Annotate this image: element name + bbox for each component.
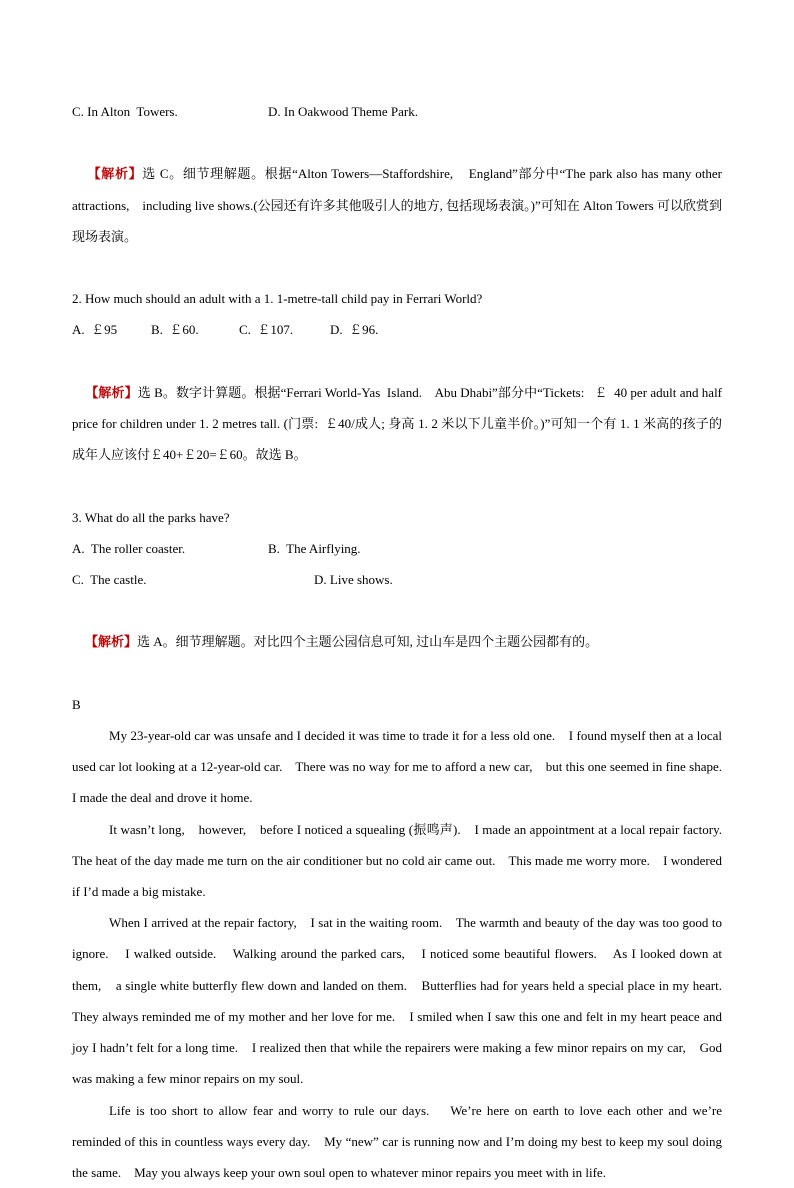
section-label: B bbox=[72, 689, 722, 720]
passage-paragraph: It wasn’t long, however, before I noticed a squealing (振鸣声). I made an appointment at a local repair factory. The heat of the day made me turn on the air conditioner but no cold air came out. This made me worry more. I wondered if I’d made a big mistake. bbox=[72, 814, 722, 908]
q3-analysis bbox=[72, 595, 722, 689]
analysis-tag: 【解析】 bbox=[88, 166, 143, 181]
q3-option-d: D. Live shows. bbox=[314, 564, 393, 595]
q2-analysis bbox=[72, 346, 722, 502]
q3-option-c: C. The castle. bbox=[72, 564, 314, 595]
q1-options bbox=[72, 96, 722, 127]
q3-option-a: A. The roller coaster. bbox=[72, 533, 268, 564]
q2-options bbox=[72, 314, 722, 345]
analysis-tag: 【解析】 bbox=[85, 385, 137, 400]
q3-option-b: B. The Airflying. bbox=[268, 533, 361, 564]
q1-option-c: C. In Alton Towers. bbox=[72, 96, 268, 127]
passage-paragraph: Life is too short to allow fear and worry to rule our days. We’re here on earth to love each other and we’re reminded of this in countless ways every day. My “new” car is running now and I’m doing my best to keep my soul doing the same. May you always keep your own soul open to whatever minor repairs you meet with in life. bbox=[72, 1095, 722, 1188]
passage-paragraph: My 23-year-old car was unsafe and I decided it was time to trade it for a less old one. I found myself then at a local used car lot looking at a 12-year-old car. There was no way for me to afford a new car, but this one seemed in fine shape. I made the deal and drove it home. bbox=[72, 720, 722, 814]
q2-option-d: D. ￡96. bbox=[330, 314, 378, 345]
q1-analysis-text: 选 C。细节理解题。根据“Alton Towers—Staffordshire, England”部分中“The park also has many other attractions, including live shows.(公园还有许多其他吸引人的地方, 包括现场表演。)”可知在 Alton Towers 可以欣赏到现场表演。 bbox=[72, 166, 725, 243]
passage-paragraph: When I arrived at the repair factory, I sat in the waiting room. The warmth and beauty of the day was too good to ignore. I walked outside. Walking around the parked cars, I noticed some beautiful flowers. As I looked down at them, a single white butterfly flew down and landed on them. Butterflies had for years held a special place in my heart. They always reminded me of my mother and her love for me. I smiled when I saw this one and felt in my heart peace and joy I hadn’t felt for a long time. I realized then that while the repairers were making a few minor repairs on my car, God was making a few minor repairs on my soul. bbox=[72, 907, 722, 1094]
q1-option-d: D. In Oakwood Theme Park. bbox=[268, 96, 418, 127]
q2-option-a: A. ￡95 bbox=[72, 314, 151, 345]
q3-analysis-text: 选 A。细节理解题。对比四个主题公园信息可知, 过山车是四个主题公园都有的。 bbox=[137, 634, 598, 649]
analysis-tag: 【解析】 bbox=[85, 634, 137, 649]
document-page bbox=[72, 96, 722, 1188]
q2-option-c: C. ￡107. bbox=[239, 314, 330, 345]
q3-options-row2 bbox=[72, 564, 722, 595]
q2-analysis-text: 选 B。数字计算题。根据“Ferrari World-Yas Island. Abu Dhabi”部分中“Tickets: ￡ 40 per adult and half price for children under 1. 2 metres tall. (门票: ￡40/成人; 身高 1. 2 米以下儿童半价。)”可知一个有 1. 1 米高的孩子的成年人应该付￡40+￡20=￡60。故选 B。 bbox=[72, 385, 725, 462]
q2-question: 2. How much should an adult with a 1. 1-metre-tall child pay in Ferrari World? bbox=[72, 283, 722, 314]
q3-question: 3. What do all the parks have? bbox=[72, 502, 722, 533]
q1-analysis bbox=[72, 127, 722, 283]
q3-options-row1 bbox=[72, 533, 722, 564]
q2-option-b: B. ￡60. bbox=[151, 314, 239, 345]
